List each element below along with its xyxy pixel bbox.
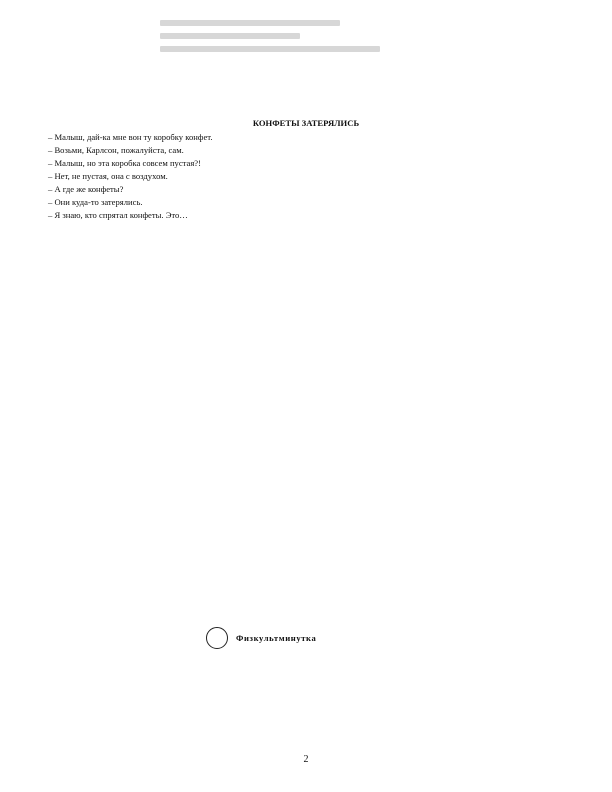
physical-break-logo-icon xyxy=(206,627,228,649)
placeholder-line xyxy=(160,31,590,42)
placeholder-line xyxy=(160,18,590,29)
dialog-line-2: – Возьми, Карлсон, пожалуйста, сам. xyxy=(48,145,184,155)
page-number: 2 xyxy=(303,754,309,765)
skit-title: КОНФЕТЫ ЗАТЕРЯЛИСЬ xyxy=(252,118,360,128)
dialog-line-1: – Малыш, дай-ка мне вон ту коробку конфет. xyxy=(48,132,213,142)
break-title: Физкультминутка xyxy=(236,633,317,643)
dialog-line-5: – А где же конфеты? xyxy=(48,184,124,194)
placeholder-line xyxy=(160,44,590,55)
dialog-line-6: – Они куда-то затерялись. xyxy=(48,197,143,207)
dialog-line-3: – Малыш, но эта коробка совсем пустая?! xyxy=(48,158,201,168)
dialog-line-4: – Нет, не пустая, она с воздухом. xyxy=(48,171,168,181)
dialog-line-7: – Я знаю, кто спрятал конфеты. Это… xyxy=(48,210,188,220)
